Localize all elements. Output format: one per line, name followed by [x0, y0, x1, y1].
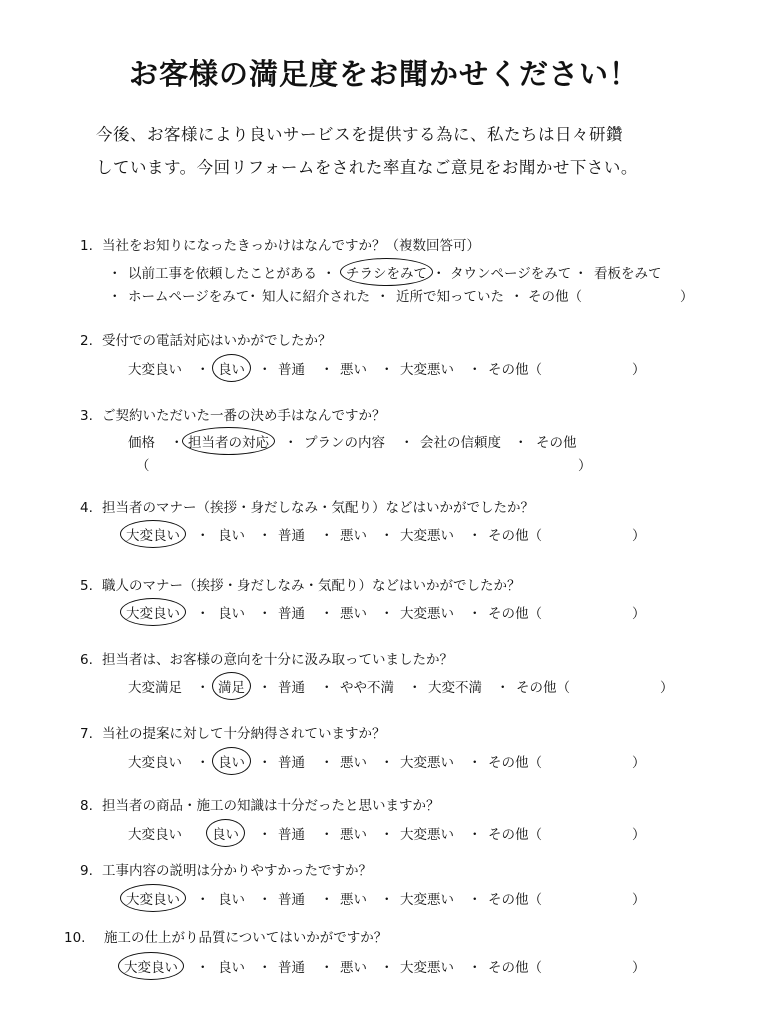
question-text: 受付での電話対応はいかがでしたか？: [102, 333, 332, 349]
bullet: ・: [322, 266, 336, 282]
bullet: ・: [376, 289, 390, 305]
option[interactable]: その他（: [488, 528, 542, 544]
bullet: ・: [468, 528, 482, 544]
option[interactable]: 大変良い: [128, 827, 182, 843]
close-paren: ）: [632, 528, 646, 544]
bullet: ・: [468, 755, 482, 771]
bullet: ・: [468, 960, 482, 976]
option[interactable]: 大変悪い: [400, 528, 454, 544]
option[interactable]: その他（: [488, 362, 542, 378]
option[interactable]: 悪い: [340, 960, 367, 976]
q4-options: [0, 524, 768, 544]
q5-options: [0, 602, 768, 622]
option[interactable]: やや不満: [340, 680, 394, 696]
bullet: ・: [320, 680, 334, 696]
intro-line-1: 今後、お客様により良いサービスを提供する為に、私たちは日々研鑽: [96, 125, 623, 144]
q2-options: [0, 358, 768, 378]
bullet: ・: [432, 266, 446, 282]
option[interactable]: 会社の信頼度: [420, 435, 501, 451]
bullet: ・: [380, 606, 394, 622]
close-paren: ）: [660, 680, 674, 696]
option[interactable]: その他（: [488, 892, 542, 908]
q3-other-line: [0, 454, 768, 474]
question-number: 8.: [80, 798, 93, 814]
bullet: ・: [380, 827, 394, 843]
option[interactable]: 悪い: [340, 362, 367, 378]
option-selected[interactable]: 大変良い: [126, 888, 180, 908]
bullet: ・: [468, 827, 482, 843]
close-paren: ）: [632, 827, 646, 843]
bullet: ・: [246, 289, 260, 305]
bullet: ・: [468, 606, 482, 622]
bullet: ・: [196, 755, 210, 771]
option-selected[interactable]: 大変良い: [126, 524, 180, 544]
close-paren: ）: [680, 289, 694, 305]
bullet: ・: [320, 606, 334, 622]
option[interactable]: 大変悪い: [400, 755, 454, 771]
q9-options: [0, 888, 768, 908]
question-number: 9.: [80, 863, 93, 879]
bullet: ・: [510, 289, 524, 305]
bullet: ・: [320, 827, 334, 843]
option[interactable]: その他（: [528, 289, 582, 305]
question-3: [80, 404, 386, 424]
intro-line-2: しています。今回リフォームをされた率直なご意見をお聞かせ下さい。: [96, 158, 638, 177]
bullet: ・: [320, 892, 334, 908]
question-4: [80, 496, 534, 516]
option[interactable]: 普通: [278, 606, 305, 622]
open-paren: （: [136, 458, 150, 474]
bullet: ・: [320, 362, 334, 378]
question-number: 1.: [80, 238, 93, 254]
option-selected[interactable]: 良い: [218, 751, 245, 771]
option[interactable]: 看板をみて: [594, 266, 662, 282]
question-text: 担当者は、お客様の意向を十分に汲み取っていましたか？: [102, 652, 453, 668]
question-number: 3.: [80, 408, 93, 424]
option[interactable]: 良い: [218, 892, 245, 908]
option[interactable]: 大変悪い: [400, 960, 454, 976]
question-text: ご契約いただいた一番の決め手はなんですか？: [102, 408, 386, 424]
question-text: 担当者の商品・施工の知識は十分だったと思いますか？: [102, 798, 440, 814]
option-selected[interactable]: 満足: [218, 676, 245, 696]
option[interactable]: 大変不満: [428, 680, 482, 696]
bullet: ・: [108, 266, 122, 282]
option[interactable]: その他（: [516, 680, 570, 696]
close-paren: ）: [632, 362, 646, 378]
question-1: [80, 234, 480, 254]
bullet: ・: [468, 892, 482, 908]
bullet: ・: [380, 362, 394, 378]
close-paren: ）: [632, 755, 646, 771]
option[interactable]: 大変悪い: [400, 827, 454, 843]
bullet: ・: [380, 528, 394, 544]
bullet: ・: [408, 680, 422, 696]
bullet: ・: [496, 680, 510, 696]
question-number: 2.: [80, 333, 93, 349]
q6-options: [0, 676, 768, 696]
option[interactable]: その他（: [488, 960, 542, 976]
q1-options-row-1: [0, 262, 768, 282]
option[interactable]: プランの内容: [304, 435, 385, 451]
option[interactable]: 悪い: [340, 606, 367, 622]
bullet: ・: [258, 528, 272, 544]
option[interactable]: 大変良い: [128, 362, 182, 378]
option[interactable]: 大変満足: [128, 680, 182, 696]
option[interactable]: 価格: [128, 435, 155, 451]
page-title: お客様の満足度をお聞かせください！: [128, 57, 639, 91]
option[interactable]: 大変悪い: [400, 362, 454, 378]
bullet: ・: [258, 960, 272, 976]
bullet: ・: [320, 755, 334, 771]
intro-text: [96, 118, 736, 184]
option[interactable]: 大変良い: [128, 755, 182, 771]
option[interactable]: 近所で知っていた: [396, 289, 504, 305]
question-text: 担当者のマナー（挨拶・身だしなみ・気配り）などはいかがでしたか？: [102, 500, 534, 516]
bullet: ・: [196, 606, 210, 622]
bullet: ・: [514, 435, 528, 451]
option[interactable]: 良い: [218, 528, 245, 544]
bullet: ・: [380, 960, 394, 976]
bullet: ・: [108, 289, 122, 305]
option[interactable]: 普通: [278, 680, 305, 696]
bullet: ・: [170, 435, 184, 451]
question-7: [80, 722, 386, 742]
close-paren: ）: [632, 606, 646, 622]
close-paren: ）: [578, 458, 592, 474]
option[interactable]: 普通: [278, 892, 305, 908]
option[interactable]: その他（: [488, 755, 542, 771]
bullet: ・: [284, 435, 298, 451]
bullet: ・: [196, 362, 210, 378]
option-selected[interactable]: チラシをみて: [346, 262, 427, 282]
question-number: 6.: [80, 652, 93, 668]
option[interactable]: 悪い: [340, 528, 367, 544]
bullet: ・: [258, 362, 272, 378]
option[interactable]: 普通: [278, 362, 305, 378]
q3-options: [0, 431, 768, 451]
question-text: 工事内容の説明は分かりやすかったですか？: [102, 863, 372, 879]
q7-options: [0, 751, 768, 771]
option[interactable]: その他（: [488, 827, 542, 843]
option-selected[interactable]: 大変良い: [124, 956, 178, 976]
option[interactable]: 悪い: [340, 892, 367, 908]
bullet: ・: [258, 755, 272, 771]
question-2: [80, 329, 332, 349]
option[interactable]: 普通: [278, 755, 305, 771]
bullet: ・: [380, 755, 394, 771]
option[interactable]: 良い: [218, 960, 245, 976]
close-paren: ）: [632, 892, 646, 908]
option-selected[interactable]: 担当者の対応: [188, 431, 269, 451]
bullet: ・: [320, 960, 334, 976]
option-selected[interactable]: 大変良い: [126, 602, 180, 622]
q8-options: [0, 823, 768, 843]
question-text: 当社をお知りになったきっかけはなんですか？（複数回答可）: [102, 238, 480, 254]
q10-options: [0, 956, 768, 976]
option[interactable]: 普通: [278, 528, 305, 544]
bullet: ・: [320, 528, 334, 544]
option[interactable]: その他（: [488, 606, 542, 622]
option[interactable]: タウンページをみて: [450, 266, 572, 282]
option[interactable]: 普通: [278, 960, 305, 976]
option[interactable]: 大変悪い: [400, 892, 454, 908]
question-text: 施工の仕上がり品質についてはいかがですか？: [104, 930, 388, 946]
option-selected[interactable]: 良い: [212, 823, 239, 843]
option[interactable]: その他: [536, 435, 577, 451]
option[interactable]: 知人に紹介された: [262, 289, 370, 305]
bullet: ・: [196, 680, 210, 696]
option-selected[interactable]: 良い: [218, 358, 245, 378]
option[interactable]: 大変悪い: [400, 606, 454, 622]
bullet: ・: [574, 266, 588, 282]
question-8: [80, 794, 440, 814]
q1-options-row-2: [0, 285, 768, 305]
bullet: ・: [400, 435, 414, 451]
question-number: 4.: [80, 500, 93, 516]
option[interactable]: 以前工事を依頼したことがある: [128, 266, 317, 282]
option[interactable]: ホームページをみて: [128, 289, 250, 305]
option[interactable]: 悪い: [340, 827, 367, 843]
option[interactable]: 普通: [278, 827, 305, 843]
bullet: ・: [380, 892, 394, 908]
question-text: 当社の提案に対して十分納得されていますか？: [102, 726, 386, 742]
question-text: 職人のマナー（挨拶・身だしなみ・気配り）などはいかがでしたか？: [102, 578, 521, 594]
bullet: ・: [258, 827, 272, 843]
bullet: ・: [196, 892, 210, 908]
question-5: [80, 574, 521, 594]
question-9: [80, 859, 372, 879]
bullet: ・: [196, 960, 210, 976]
bullet: ・: [258, 680, 272, 696]
question-6: [80, 648, 453, 668]
question-number: 5.: [80, 578, 93, 594]
close-paren: ）: [632, 960, 646, 976]
question-number: 10.: [64, 930, 86, 946]
question-number: 7.: [80, 726, 93, 742]
question-10: [64, 926, 387, 946]
option[interactable]: 悪い: [340, 755, 367, 771]
bullet: ・: [468, 362, 482, 378]
bullet: ・: [258, 606, 272, 622]
option[interactable]: 良い: [218, 606, 245, 622]
bullet: ・: [196, 528, 210, 544]
bullet: ・: [258, 892, 272, 908]
